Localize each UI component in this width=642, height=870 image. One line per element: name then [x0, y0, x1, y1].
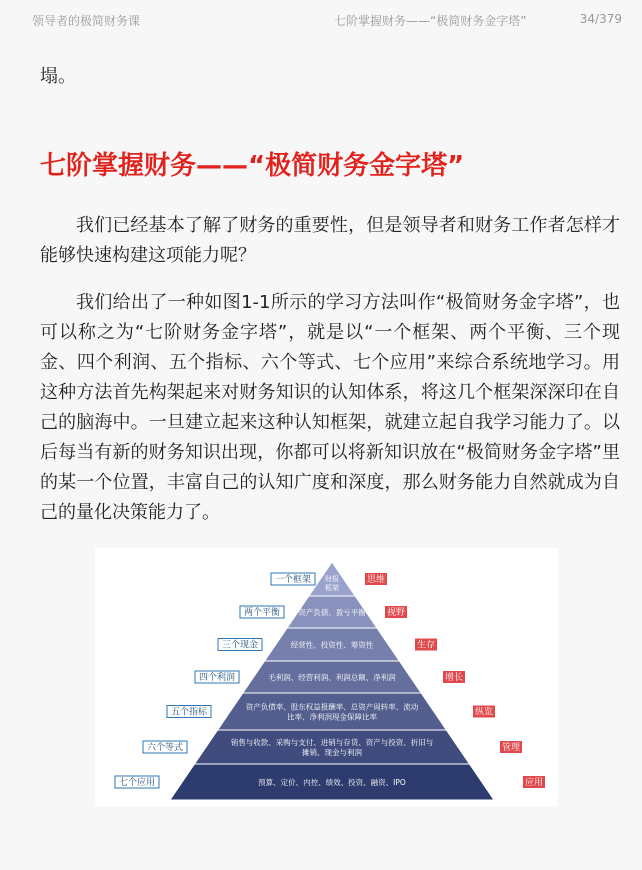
left-label-3: 三个现金 — [221, 640, 259, 651]
right-label-5: 纵览 — [474, 707, 494, 718]
right-label-4: 增长 — [444, 673, 464, 683]
section-heading: 七阶掌握财务——“极简财务金字塔” — [40, 151, 465, 181]
pyramid-level-6-text: 销售与收款、采购与支付、进销与存货、资产与投资、折旧与 — [230, 738, 434, 747]
text-fragment: 塌。 — [40, 66, 76, 87]
right-label-7: 应用 — [524, 778, 544, 788]
pyramid-level-2-text: 资产负债、盈亏平衡 — [298, 608, 366, 617]
right-label-1: 思维 — [366, 575, 386, 585]
left-label-7: 七个应用 — [118, 778, 156, 788]
left-label-4: 四个利润 — [198, 673, 236, 683]
left-label-6: 六个等式 — [146, 743, 184, 753]
pyramid-level-6-text: 摊销、现金与利润 — [302, 748, 362, 757]
left-label-1: 一个框架 — [274, 575, 312, 585]
pyramid-level-3-text: 经营性、投资性、筹资性 — [290, 640, 374, 650]
right-label-2: 视野 — [386, 608, 406, 618]
paragraph-1: 我们已经基本了解了财务的重要性，但是领导者和财务工作者怎样才能够快速构建这项能力呢？ — [40, 215, 620, 266]
chapter-title: 七阶掌握财务——“极简财务金字塔” — [334, 14, 527, 28]
pyramid-level-4-text: 毛利润、经营利润、利润总额、净利润 — [268, 673, 396, 682]
pyramid-level-1-text: 框架 — [325, 584, 339, 592]
pyramid-diagram — [95, 548, 558, 806]
pyramid-level-5 — [218, 693, 447, 730]
pyramid-level-5-text: 比率、净利润现金保障比率 — [287, 712, 377, 722]
pyramid-level-6 — [195, 730, 470, 764]
right-label-6: 管理 — [501, 743, 521, 753]
left-label-2: 两个平衡 — [243, 608, 281, 618]
pyramid-level-5-text: 资产负债率、股东权益报酬率、总资产周转率、流动 — [245, 702, 419, 712]
pyramid-level-1-text: 财报 — [325, 575, 339, 583]
book-title: 领导者的极简财务课 — [32, 14, 141, 28]
page-indicator: 34/379 — [579, 12, 622, 26]
left-label-5: 五个指标 — [170, 707, 208, 718]
paragraph-2: 我们给出了一种如图1-1所示的学习方法叫作“极简财务金字塔”，也可以称之为“七阶财务金字塔”，就是以“一个框架、两个平衡、三个现金、四个利润、五个指标、六个等式、七个应用”来综合系统地学习。用这种方法首先构架起来对财务知识的认知体系，将这几个框架深深印在自己的脑海中。一旦建立起来这种认知框架，就建立起自我学习能力了。以后每当有新的财务知识出现，你都可以将新知识放在“极简财务金字塔”里的某一个位置，丰富自己的认知广度和深度，那么财务能力自然就成为自己的量化决策能力了。 — [40, 292, 620, 523]
pyramid-level-7-text: 预算、定价、内控、绩效、投资、融资、IPO — [258, 778, 406, 787]
page-header — [0, 0, 642, 40]
right-label-3: 生存 — [416, 640, 436, 651]
pyramid-figure — [95, 548, 558, 806]
